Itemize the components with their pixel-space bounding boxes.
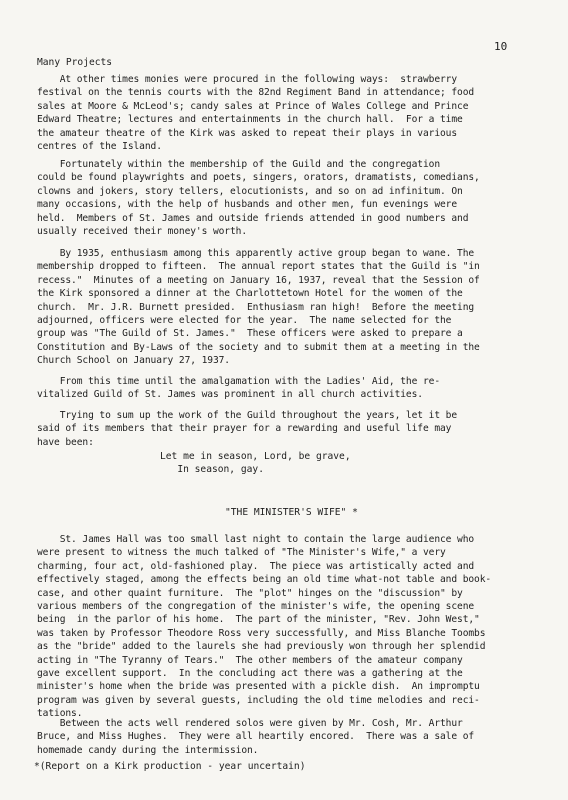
article-title: "THE MINISTER'S WIFE" * — [225, 507, 358, 518]
page-number: 10 — [494, 40, 508, 53]
article-paragraph-review: St. James Hall was too small last night to contain the large audience who were present to witness the much talked of "The Minister's Wife," a very charming, four act, old-fashioned play. The piece was artistically acted and effectively staged, among the effects being an old time what-not table and book- case, and other quaint furniture. The "plot" hinges on the "discussion" by various members of the congregation of the minister's wife, the opening scene being in the parlor of his home. The part of the minister, "Rev. John West," was taken by Professor Theodore Ross very successfully, and Miss Blanche Toombs as the "bride" added to the laurels she had previously won through her splendid acting in "The Tyranny of Tears." The other members of the amateur company gave excellent support. In the concluding act there was a gathering at the minister's home when the bride was presented with a pickle dish. An impromptu program was given by several guests, including the old time melodies and reci- tations. — [37, 534, 492, 720]
paragraph-amalgamation: From this time until the amalgamation with the Ladies' Aid, the re- vitalized Guild of St. James was prominent in all church activities. — [37, 376, 440, 401]
section-label: Many Projects — [37, 57, 113, 68]
paragraph-summary: Trying to sum up the work of the Guild throughout the years, let it be said of its members that their prayer for a rewarding and useful life may have been: — [37, 410, 458, 448]
article-paragraph-solos: Between the acts well rendered solos were given by Mr. Cosh, Mr. Arthur Bruce, and Miss Hughes. They were all heartily encored. There was a sale of homemade candy during the intermission. — [37, 718, 475, 756]
verse: Let me in season, Lord, be grave, In season, gay. — [160, 451, 351, 476]
paragraph-fundraising: At other times monies were procured in the following ways: strawberry festival on the tennis courts with the 82nd Regiment Band in attendance; food sales at Moore & McLeod's; candy sales at Prince of Wales College and Prince Edward Theatre; lectures and entertainments in the church hall. For a time the amateur theatre of the Kirk was asked to repeat their plays in various centres of the Island. — [37, 74, 475, 153]
paragraph-talent: Fortunately within the membership of the Guild and the congregation could be found playwrights and poets, singers, orators, dramatists, comedians, clowns and jokers, story tellers, elocutionists, and so on ad infinitum. On many occasions, with the help of husbands and other men, fun evenings were held. Members of St. James and outside friends attended in good numbers and usually received their money's worth. — [37, 159, 480, 238]
paragraph-revival: By 1935, enthusiasm among this apparently active group began to wane. The membership dropped to fifteen. The annual report states that the Guild is "in recess." Minutes of a meeting on January 16, 1937, reveal that the Session of the Kirk sponsored a dinner at the Charlottetown Hotel for the women of the church. Mr. J.R. Burnett presided. Enthusiasm ran high! Before the meeting adjourned, officers were elected for the year. The name selected for the group was "The Guild of St. James." These officers were asked to prepare a Constitution and By-Laws of the society and to submit them at a meeting in the Church School on January 27, 1937. — [37, 248, 480, 367]
footnote: *(Report on a Kirk production - year uncertain) — [34, 761, 306, 772]
